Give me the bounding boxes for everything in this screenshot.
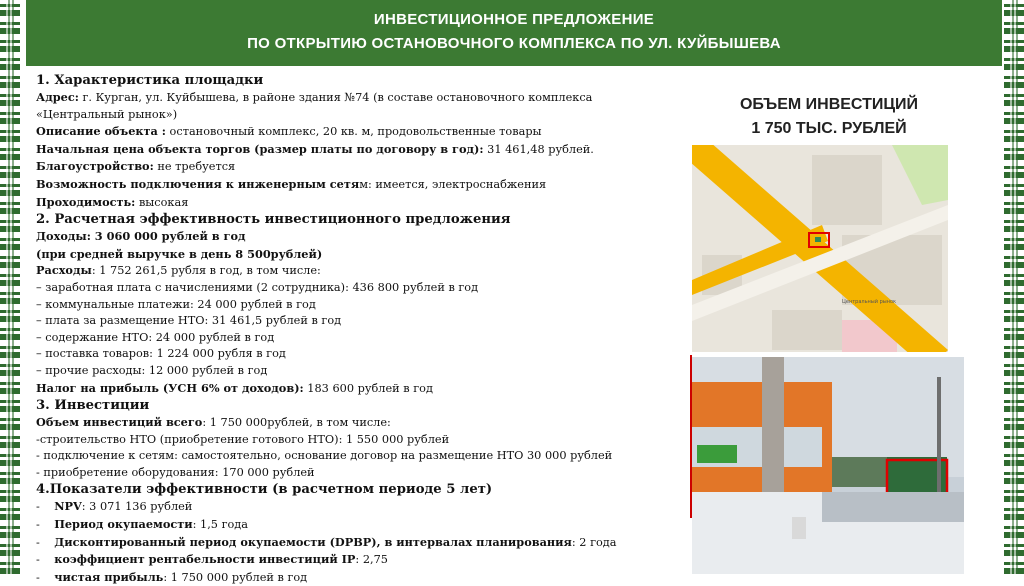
- investment-item: - подключение к сетям: самостоятельно, основание договор на размещение НТО 30 000 рублей: [36, 449, 613, 463]
- indicator-label: NPV: [54, 499, 82, 514]
- map-building: [812, 155, 882, 225]
- investment-item: -строительство НТО (приобретение готового НТО): 1 550 000 рублей: [36, 432, 450, 446]
- location-map: [692, 145, 948, 352]
- expense-item: – плата за размещение НТО: 31 461,5 рублей в год: [36, 314, 342, 328]
- improvement-line: [36, 158, 676, 176]
- map-label: Центральный рынок: [842, 299, 897, 305]
- indicator-item: - Период окупаемости: 1,5 года: [36, 517, 248, 532]
- section4-title-rest: (в расчетном периоде 5 лет): [267, 482, 493, 498]
- income-line: [36, 228, 676, 246]
- indicator-value: : 3 071 136 рублей: [81, 500, 193, 514]
- indicator-label: Период окупаемости: [54, 517, 193, 532]
- bus-stop-icon: [815, 237, 821, 242]
- tax-line: [36, 380, 676, 398]
- indicator-label: Дисконтированный период окупаемости (DPBP), в интервалах планирования: [54, 534, 572, 549]
- section1-title: 1. Характеристика площадки: [36, 73, 264, 88]
- site-photo: [692, 357, 964, 574]
- address-continuation: «Центральный рынок»): [36, 107, 178, 121]
- improvement-value: не требуется: [153, 160, 236, 174]
- investment-total-value: : 1 750 000рублей, в том числе:: [202, 416, 391, 430]
- income-value: 3 060 000 рублей в год: [90, 229, 246, 244]
- price-label: Начальная цена объекта торгов (размер платы по договору в год):: [36, 141, 484, 156]
- address-line: [36, 89, 676, 107]
- address-value: г. Курган, ул. Куйбышева, в районе здания №74 (в составе остановочного комплекса: [78, 91, 593, 104]
- description-line: [36, 123, 676, 141]
- header-title-line2: ПО ОТКРЫТИЮ ОСТАНОВОЧНОГО КОМПЛЕКСА ПО УЛ. КУЙБЫШЕВА: [247, 35, 781, 52]
- traffic-label: Проходимость:: [36, 194, 136, 209]
- street-light: [937, 377, 941, 507]
- section4-title-bold: 4.Показатели эффективности: [36, 482, 268, 498]
- improvement-label: Благоустройство:: [36, 159, 154, 174]
- indicator-item: - Дисконтированный период окупаемости (DPBP), в интервалах планирования: 2 года: [36, 534, 617, 549]
- expense-item: – коммунальные платежи: 24 000 рублей в год: [36, 297, 316, 311]
- description-label: Описание объекта :: [36, 124, 166, 139]
- indicator-label: коэффициент рентабельности инвестиций IP: [54, 552, 356, 567]
- investment-volume-box: [694, 93, 964, 141]
- indicator-item: - коэффициент рентабельности инвестиций IP: 2,75: [36, 552, 388, 567]
- section4-title: [36, 481, 676, 498]
- expenses-line: [36, 262, 676, 280]
- indicator-value: : 2 года: [571, 535, 617, 549]
- price-value: 31 461,48 рублей.: [483, 142, 594, 156]
- left-ornament-border: [0, 0, 20, 574]
- income-note: (при средней выручке в день 8 500рублей): [36, 246, 323, 261]
- indicator-value: : 1,5 года: [192, 518, 248, 532]
- indicator-value: : 2,75: [355, 553, 388, 567]
- section2-title: 2. Расчетная эффективность инвестиционного предложения: [36, 212, 511, 228]
- investment-volume-amount: 1 750 ТЫС. РУБЛЕЙ: [751, 120, 907, 137]
- connection-label: Возможность подключения к инженерным сетя: [36, 176, 360, 191]
- expenses-label: Расходы: [36, 263, 92, 278]
- right-ornament-border: [1004, 0, 1024, 574]
- traffic-value: высокая: [135, 195, 189, 209]
- expense-item: – прочие расходы: 12 000 рублей в год: [36, 363, 268, 377]
- indicator-label: чистая прибыль: [54, 569, 164, 584]
- section3-title: 3. Инвестиции: [36, 398, 150, 414]
- slide-body-text: [36, 72, 676, 586]
- price-line: [36, 141, 676, 159]
- header-title-line1: ИНВЕСТИЦИОННОЕ ПРЕДЛОЖЕНИЕ: [373, 11, 655, 28]
- expenses-value: : 1 752 261,5 рубля в год, в том числе:: [91, 264, 321, 278]
- income-label: Доходы:: [36, 229, 91, 244]
- tax-label: Налог на прибыль (УСН 6% от доходов):: [36, 380, 304, 395]
- address-label: Адрес:: [36, 90, 79, 104]
- site-photo-graphic: [692, 357, 964, 574]
- connection-line: [36, 176, 676, 194]
- location-map-graphic: [692, 145, 948, 352]
- slide-header: [26, 0, 1002, 66]
- expense-item: – заработная плата с начислениями (2 сотрудника): 436 800 рублей в год: [36, 280, 479, 294]
- tax-value: 183 600 рублей в год: [303, 381, 433, 395]
- indicator-item: - NPV: 3 071 136 рублей: [36, 499, 193, 514]
- connection-value: м: имеется, электроснабжения: [359, 177, 547, 191]
- expense-item: – содержание НТО: 24 000 рублей в год: [36, 330, 275, 344]
- map-building: [772, 310, 842, 350]
- investment-item: - приобретение оборудования: 170 000 рублей: [36, 465, 315, 479]
- store-sign: [697, 445, 737, 463]
- expense-item: – поставка товаров: 1 224 000 рубля в год: [36, 347, 286, 361]
- traffic-line: [36, 194, 676, 212]
- investment-total-label: Объем инвестиций всего: [36, 415, 203, 430]
- indicator-value: : 1 750 000 рублей в год: [163, 570, 308, 584]
- investment-total-line: [36, 414, 676, 432]
- ground-box: [792, 517, 806, 539]
- road: [822, 492, 964, 522]
- investment-volume-title: ОБЪЕМ ИНВЕСТИЦИЙ: [739, 96, 919, 113]
- indicator-item: - чистая прибыль: 1 750 000 рублей в год: [36, 569, 308, 584]
- description-value: остановочный комплекс, 20 кв. м, продовольственные товары: [165, 125, 542, 139]
